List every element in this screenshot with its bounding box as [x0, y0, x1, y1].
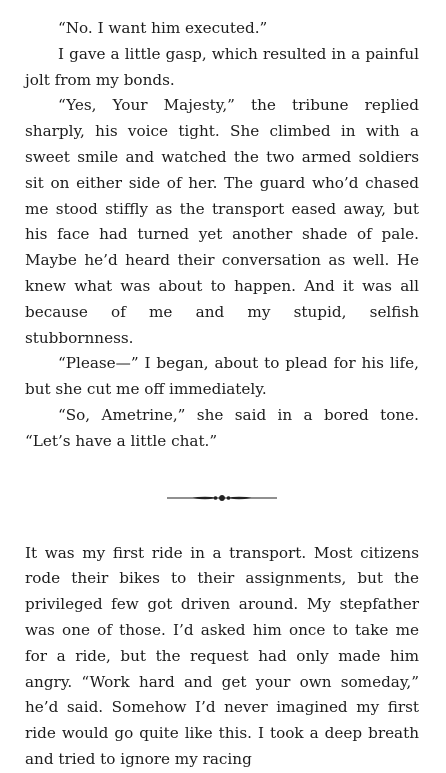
paragraph-tribune-reply: “Yes, Your Majesty,” the tribune replied sharply, his voice tight. She climbed in with a sweet smile and watched the two armed soldiers sit on either side of her. The guard who’d chased me stood stiffly as the transport eased away, but his face had turned yet another shade of pale. Maybe he’d heard their conversation as well. He knew what was about to happen. And it was all because of me and my stupid, selfish stubbornness.	[25, 96, 419, 347]
book-page	[25, 16, 419, 773]
paragraph-gasp: I gave a little gasp, which resulted in a painful jolt from my bonds.	[25, 44, 419, 89]
paragraph-first-ride: It was my first ride in a transport. Most citizens rode their bikes to their assignments, but the privileged few got driven around. My stepfather was one of those. I’d asked him once to take me for a ride, but the request had only made him angry. “Work hard and get your own someday,” he’d said. Somehow I’d never imagined my first ride would go quite like this. I took a deep breath and tried to ignore my racing	[25, 543, 419, 768]
paragraph-plea: “Please—” I began, about to plead for his life, but she cut me off immediately.	[25, 354, 419, 399]
ornamental-divider-icon	[167, 493, 277, 503]
paragraph-dialogue-executed: “No. I want him executed.”	[58, 19, 268, 37]
paragraph-little-chat: “So, Ametrine,” she said in a bored tone. “Let’s have a little chat.”	[25, 405, 419, 450]
section-divider	[25, 455, 419, 541]
